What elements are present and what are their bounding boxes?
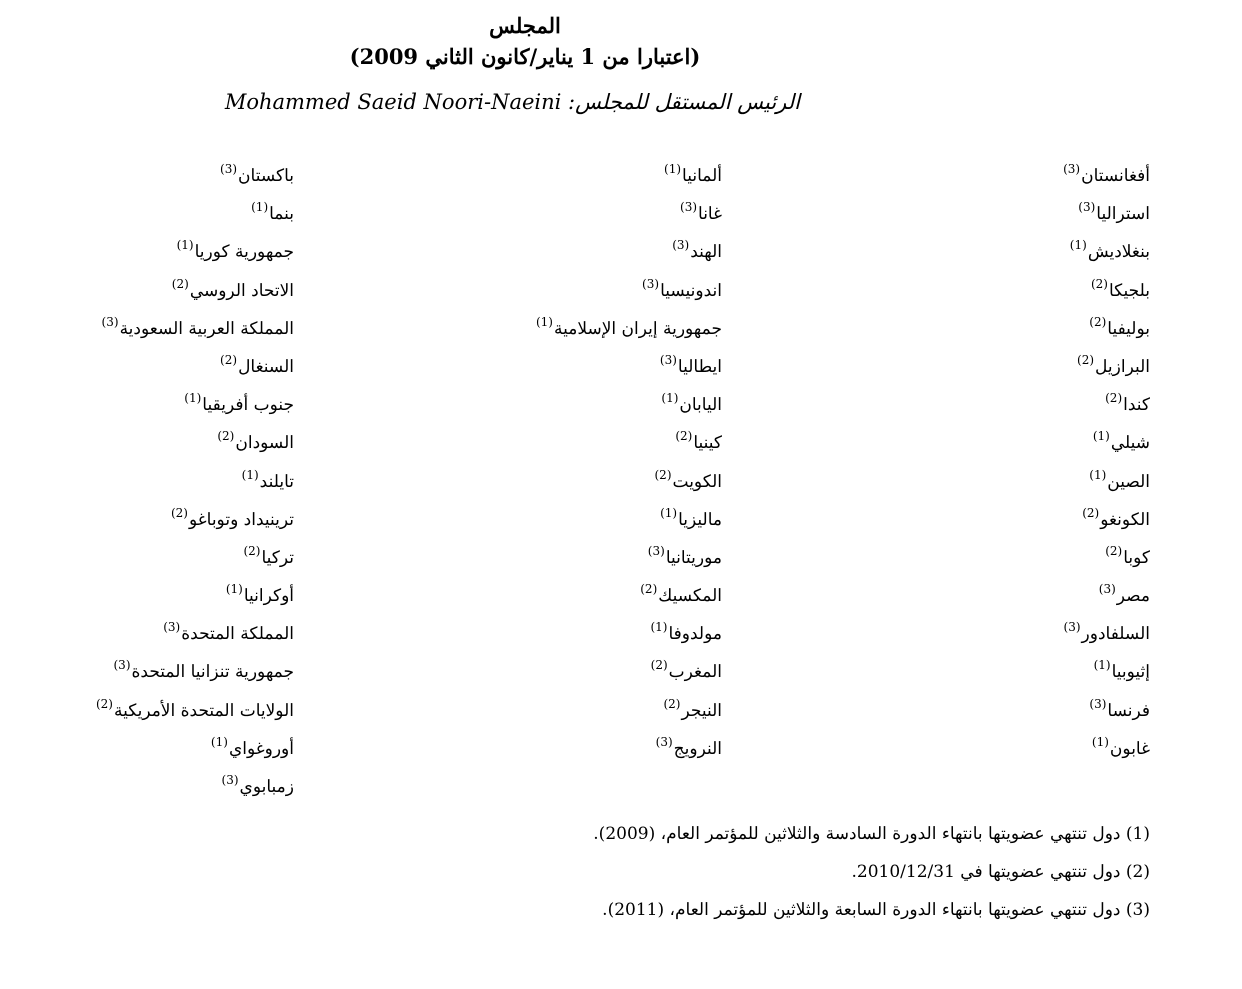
member-entry [402, 379, 722, 417]
member-entry [402, 646, 722, 684]
footnote-ref: (3) [1063, 620, 1081, 635]
footnote-ref: (1) [251, 200, 269, 215]
member-entry [0, 226, 294, 264]
country-name: السنغال [238, 356, 294, 377]
footnote-ref: (2) [243, 543, 261, 558]
member-entry [850, 188, 1150, 226]
footnote-1: (1) دول تنتهي عضويتها بانتهاء الدورة السادسة والثلاثين للمؤتمر العام، (2009). [593, 824, 1150, 844]
footnote-ref: (3) [659, 352, 677, 367]
footnote-ref: (1) [650, 620, 668, 635]
footnote-ref: (1) [1092, 429, 1110, 444]
country-name: الصين [1107, 471, 1150, 492]
member-entry [402, 608, 722, 646]
footnote-ref: (2) [650, 658, 668, 673]
footnote-2: (2) دول تنتهي عضويتها في 2010/12/31. [851, 862, 1150, 882]
country-name: النيجر [681, 700, 722, 721]
footnote-ref: (1) [1093, 658, 1111, 673]
member-entry [850, 608, 1150, 646]
member-entry [402, 417, 722, 455]
member-entry [0, 341, 294, 379]
footnote-ref: (2) [1077, 352, 1095, 367]
member-entry [850, 417, 1150, 455]
member-entry [850, 341, 1150, 379]
member-entry [850, 570, 1150, 608]
footnote-ref: (2) [1089, 314, 1107, 329]
member-entry [850, 494, 1150, 532]
footnote-3: (3) دول تنتهي عضويتها بانتهاء الدورة السابعة والثلاثين للمؤتمر العام، (2011). [602, 900, 1150, 920]
footnote-ref: (2) [1105, 391, 1123, 406]
country-name: جمهورية تنزانيا المتحدة [131, 662, 294, 683]
country-name: المملكة المتحدة [181, 624, 294, 645]
country-name: أوكرانيا [243, 586, 294, 607]
country-name: المغرب [668, 662, 722, 683]
member-entry [402, 303, 722, 341]
footnote-ref: (3) [1098, 582, 1116, 597]
country-name: فرنسا [1107, 700, 1150, 721]
footnote-ref: (1) [1069, 238, 1087, 253]
member-entry [0, 188, 294, 226]
members-column-3 [0, 150, 294, 799]
member-entry [850, 646, 1150, 684]
country-name: جمهورية إيران الإسلامية [553, 318, 722, 339]
country-name: غابون [1109, 738, 1150, 759]
footnote-ref: (3) [113, 658, 131, 673]
country-name: إثيوبيا [1111, 662, 1150, 683]
country-name: بنما [269, 204, 294, 225]
member-entry [850, 456, 1150, 494]
footnote-ref: (2) [171, 276, 189, 291]
footnote-ref: (2) [1105, 543, 1123, 558]
council-chair-line [224, 88, 800, 116]
footnote-ref: (2) [1082, 505, 1100, 520]
member-entry [402, 532, 722, 570]
footnote-ref: (2) [1090, 276, 1108, 291]
members-column-1 [850, 150, 1150, 761]
country-name: ترينيداد وتوباغو [188, 509, 294, 530]
member-entry [0, 417, 294, 455]
member-entry [850, 685, 1150, 723]
country-name: المملكة العربية السعودية [119, 318, 294, 339]
member-entry [402, 341, 722, 379]
country-name: تركيا [261, 547, 294, 568]
footnote-ref: (1) [1089, 467, 1107, 482]
footnote-ref: (1) [176, 238, 194, 253]
member-entry [0, 532, 294, 570]
country-name: السودان [235, 433, 294, 454]
footnote-ref: (3) [642, 276, 660, 291]
chair-name: Mohammed Saeid Noori-Naeini [224, 90, 562, 114]
country-name: زمبابوي [239, 777, 294, 797]
footnote-ref: (1) [1091, 734, 1109, 749]
member-entry [850, 265, 1150, 303]
country-name: بلجيكا [1108, 280, 1150, 301]
country-name: السلفادور [1081, 624, 1150, 645]
country-name: مصر [1116, 586, 1150, 607]
footnote-ref: (2) [675, 429, 693, 444]
footnote-ref: (3) [220, 162, 238, 176]
country-name: كوبا [1123, 547, 1150, 568]
country-name: الكونغو [1100, 509, 1150, 530]
country-name: اندونيسيا [660, 280, 722, 301]
member-entry [850, 303, 1150, 341]
member-entry [0, 608, 294, 646]
member-entry [402, 723, 722, 761]
member-entry [0, 570, 294, 608]
member-entry [850, 532, 1150, 570]
country-name: جنوب أفريقيا [202, 395, 294, 416]
member-entry [402, 494, 722, 532]
member-entry [0, 265, 294, 303]
page-title: المجلس [489, 13, 561, 38]
member-entry [0, 761, 294, 799]
member-entry [402, 456, 722, 494]
country-name: ايطاليا [677, 356, 722, 377]
country-name: موريتانيا [665, 547, 722, 568]
member-entry [0, 685, 294, 723]
country-name: أفغانستان [1081, 166, 1150, 186]
country-name: الكويت [672, 471, 722, 492]
footnote-ref: (3) [1078, 200, 1096, 215]
country-name: بنغلاديش [1087, 242, 1150, 263]
member-entry [402, 226, 722, 264]
page-subtitle: (اعتبارا من 1 يناير/كانون الثاني 2009) [349, 44, 701, 69]
country-name: المكسيك [658, 586, 722, 607]
member-entry [850, 723, 1150, 761]
footnote-ref: (3) [163, 620, 181, 635]
country-name: النرويج [673, 738, 722, 759]
footnote-ref: (3) [221, 773, 239, 787]
footnote-ref: (1) [225, 582, 243, 597]
footnote-ref: (3) [672, 238, 690, 253]
member-entry [402, 265, 722, 303]
country-name: تايلند [259, 471, 294, 492]
footnote-ref: (1) [241, 467, 259, 482]
footnote-ref: (3) [1063, 162, 1081, 176]
footnote-ref: (3) [680, 200, 698, 215]
country-name: استراليا [1096, 204, 1150, 225]
country-name: غانا [698, 204, 722, 225]
member-entry [0, 723, 294, 761]
footnote-ref: (1) [664, 162, 682, 176]
country-name: شيلي [1110, 433, 1150, 454]
country-name: الاتحاد الروسي [189, 280, 294, 301]
footnote-ref: (3) [101, 314, 119, 329]
footnote-ref: (1) [184, 391, 202, 406]
footnote-ref: (1) [535, 314, 553, 329]
country-name: باكستان [238, 166, 294, 186]
member-entry [0, 494, 294, 532]
member-entry [0, 379, 294, 417]
member-entry [402, 685, 722, 723]
footnote-ref: (2) [170, 505, 188, 520]
country-name: ماليزيا [678, 509, 722, 530]
country-name: الولايات المتحدة الأمريكية [113, 700, 294, 721]
country-name: الهند [690, 242, 722, 263]
country-name: اليابان [679, 395, 722, 416]
footnote-ref: (2) [217, 429, 235, 444]
member-entry [0, 303, 294, 341]
member-entry [850, 226, 1150, 264]
footnote-ref: (2) [640, 582, 658, 597]
footnote-ref: (3) [647, 543, 665, 558]
member-entry [0, 150, 294, 188]
member-entry [850, 379, 1150, 417]
country-name: بوليفيا [1107, 318, 1150, 339]
country-name: البرازيل [1095, 356, 1150, 377]
footnote-ref: (2) [95, 696, 113, 711]
country-name: كينيا [693, 433, 722, 454]
member-entry [402, 188, 722, 226]
footnote-ref: (2) [663, 696, 681, 711]
member-entry [0, 646, 294, 684]
country-name: ألمانيا [682, 166, 722, 186]
member-entry [402, 570, 722, 608]
footnotes-section [450, 816, 1150, 930]
footnote-ref: (2) [220, 352, 238, 367]
country-name: جمهورية كوريا [194, 242, 294, 263]
chair-label: الرئيس المستقل للمجلس: [568, 90, 800, 114]
footnote-ref: (3) [1089, 696, 1107, 711]
member-entry [402, 150, 722, 188]
footnote-ref: (1) [661, 391, 679, 406]
member-entry [850, 150, 1150, 188]
members-column-2 [402, 150, 722, 761]
footnote-ref: (1) [660, 505, 678, 520]
footnote-ref: (2) [654, 467, 672, 482]
footnote-ref: (3) [655, 734, 673, 749]
footnote-ref: (1) [210, 734, 228, 749]
country-name: مولدوفا [668, 624, 722, 645]
country-name: أوروغواي [228, 738, 294, 759]
member-entry [0, 456, 294, 494]
country-name: كندا [1123, 395, 1150, 416]
